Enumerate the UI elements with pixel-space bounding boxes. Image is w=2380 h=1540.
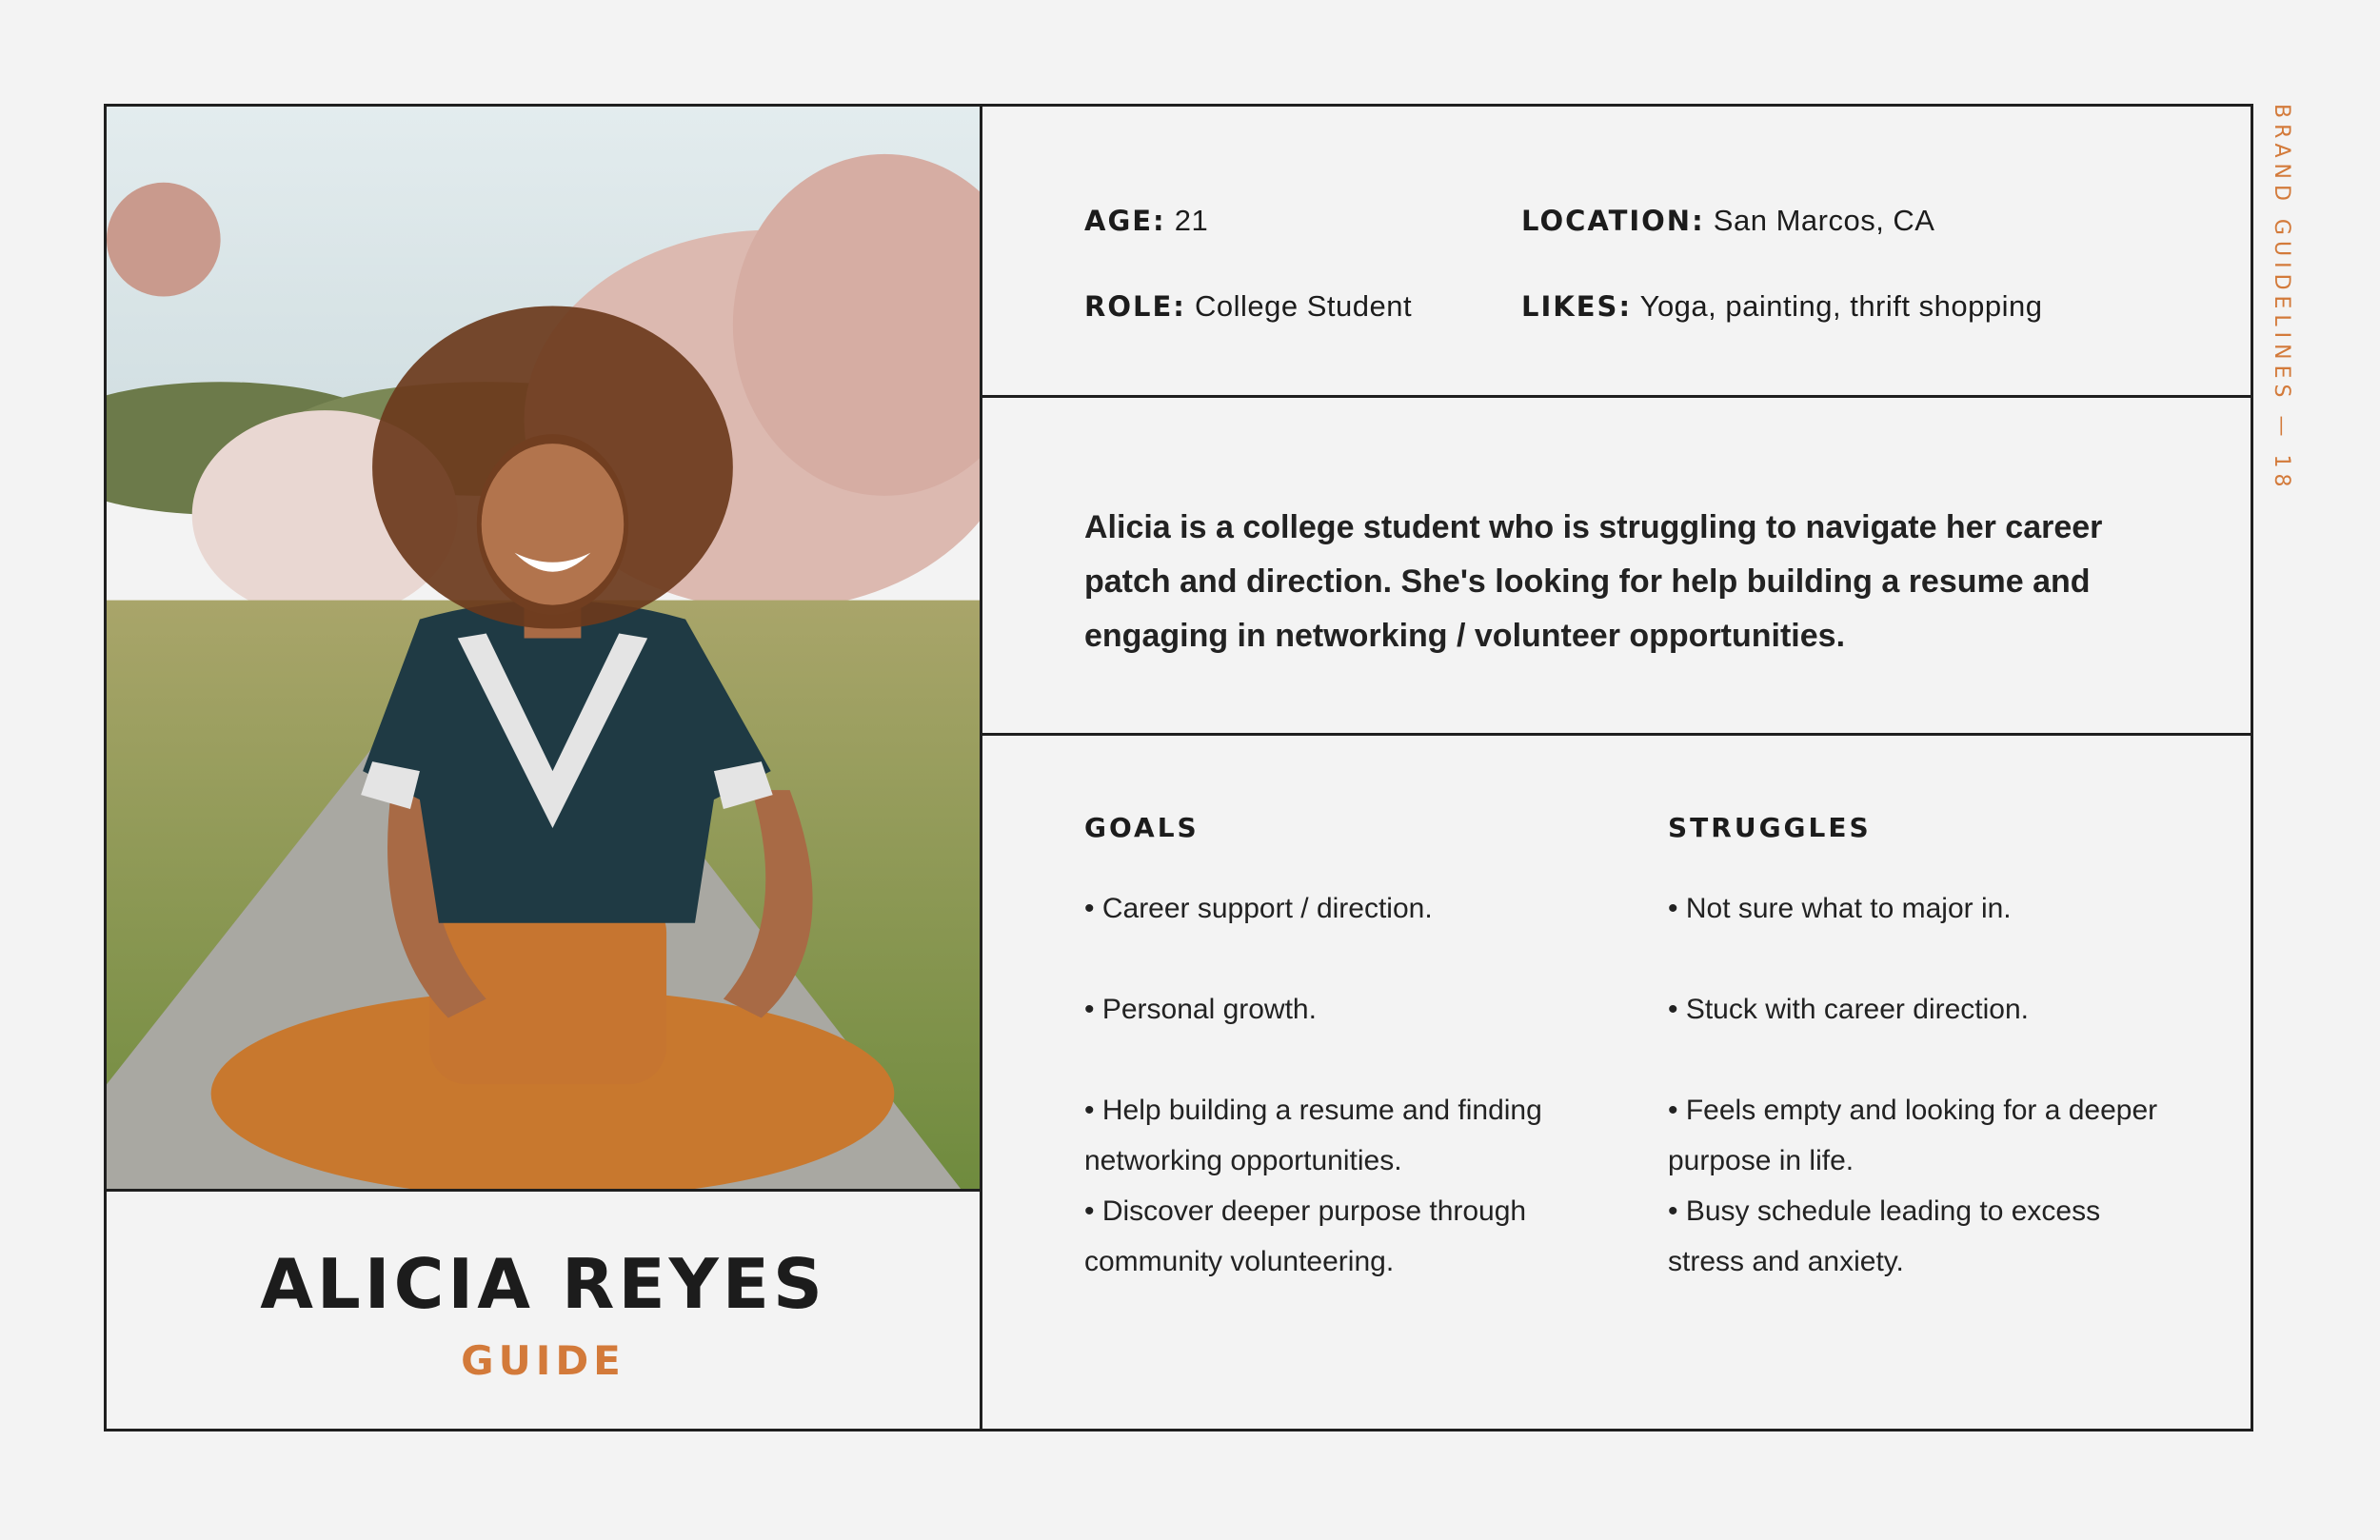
goal-item: • Personal growth. [1084,994,1317,1025]
persona-right-column [982,107,2251,1429]
fact-role [1084,289,1412,324]
persona-photo-illustration [107,107,980,1189]
fact-location-label: LOCATION: [1521,205,1705,237]
struggles-heading: STRUGGLES [1668,812,1872,843]
persona-card [104,104,2253,1431]
goal-item: • Career support / direction. [1084,893,1433,924]
persona-title: GUIDE [461,1337,625,1384]
side-label: BRAND GUIDELINES — 18 [2270,104,2293,493]
goal-item: • Help building a resume and finding networking opportunities. [1084,1095,1542,1176]
fact-role-label: ROLE: [1084,290,1186,323]
persona-photo [107,107,980,1192]
struggle-item: • Feels empty and looking for a deeper purpose in life. [1668,1095,2158,1176]
persona-name: ALICIA REYES [260,1244,826,1324]
struggle-item: • Stuck with career direction. [1668,994,2029,1025]
fact-role-value: College Student [1195,289,1413,323]
struggle-item: • Busy schedule leading to excess stress and anxiety. [1668,1195,2101,1277]
fact-location [1521,204,1935,238]
fact-likes [1521,289,2042,324]
struggles-column [1668,812,2182,1287]
goals-heading: GOALS [1084,812,1200,843]
persona-summary [982,398,2251,736]
persona-lists [982,736,2251,1429]
fact-location-value: San Marcos, CA [1713,204,1935,237]
persona-left-column [107,107,982,1429]
fact-likes-label: LIKES: [1521,290,1633,323]
summary-text: Alicia is a college student who is struggling to navigate her career patch and direction. She's looking for help building a resume and engaging in networking / volunteer opportunities. [1084,509,2103,654]
fact-age-label: AGE: [1084,205,1166,237]
goal-item: • Discover deeper purpose through community volunteering. [1084,1195,1527,1277]
fact-age-value: 21 [1174,204,1209,237]
persona-name-block [107,1192,980,1429]
fact-age [1084,204,1208,238]
struggle-item: • Not sure what to major in. [1668,893,2012,924]
persona-facts [982,107,2251,398]
fact-likes-value: Yoga, painting, thrift shopping [1639,289,2043,323]
goals-column [1084,812,1617,1287]
